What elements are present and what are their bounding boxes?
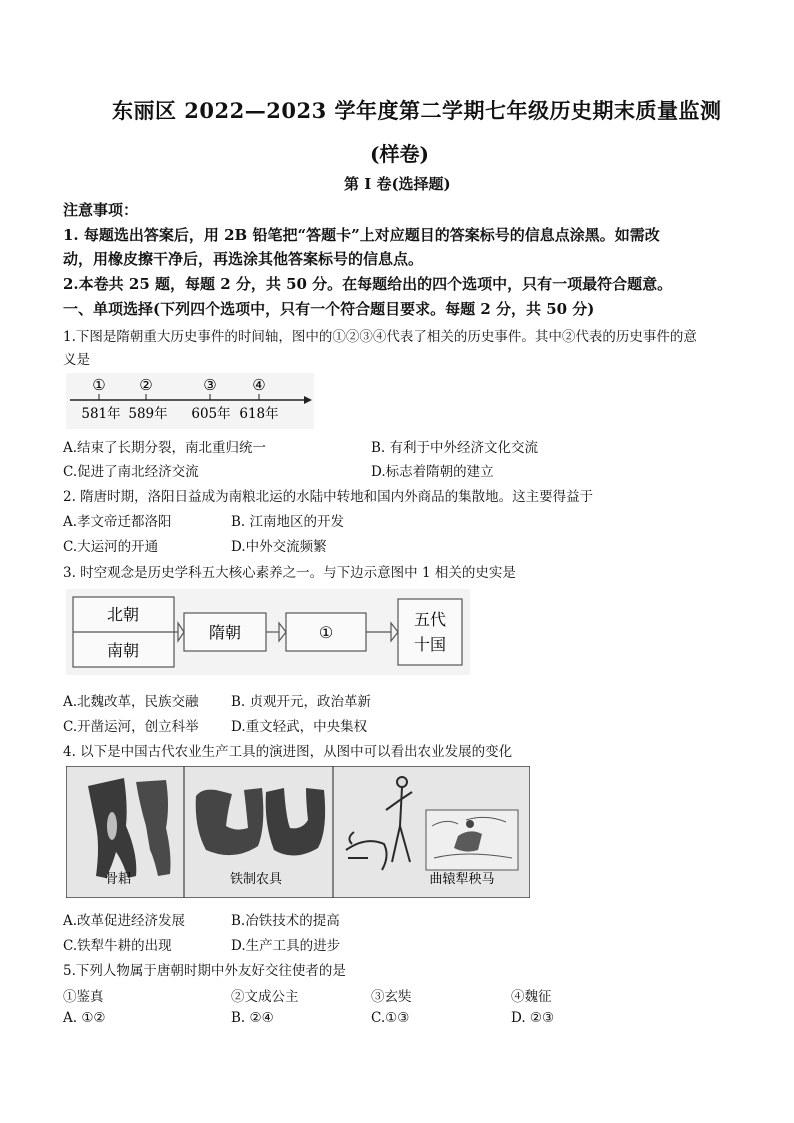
north-dynasty-label: 北朝 <box>106 605 140 624</box>
q1-option-d: D.标志着隋朝的建立 <box>371 464 494 480</box>
q3-stem: 3. 时空观念是历史学科五大核心素养之一。与下边示意图中 1 相关的史实是 <box>63 565 516 581</box>
notes-heading: 注意事项： <box>63 201 139 219</box>
q3-option-b: B. 贞观开元，政治革新 <box>231 694 372 710</box>
q3-option-c: C.开凿运河，创立科举 <box>63 719 199 735</box>
q3-diagram <box>66 589 470 675</box>
q4-stem: 4. 以下是中国古代农业生产工具的演进图，从图中可以看出农业发展的变化 <box>63 744 513 760</box>
q4-tools-image <box>66 766 530 898</box>
q5-person-1: ①鉴真 <box>63 989 104 1005</box>
q5-option-d: D. ②③ <box>511 1010 555 1026</box>
q1-stem-b: 义是 <box>63 352 90 368</box>
notes-line1a: 1. 每题选出答案后，用 2B 铅笔把“答题卡”上对应题目的答案标号的信息点涂黑。如需改 <box>63 226 660 244</box>
q4-caption-iron: 铁制农具 <box>229 872 283 887</box>
q4-caption-bone: 骨耜 <box>104 872 132 887</box>
q3-option-d: D.重文轻武，中央集权 <box>231 719 368 735</box>
q2-option-a: A.孝文帝迁都洛阳 <box>63 514 172 530</box>
q2-option-d: D.中外交流频繁 <box>231 539 327 555</box>
q5-option-a: A. ①② <box>63 1010 106 1026</box>
timeline-mark-3: ③ <box>203 376 217 394</box>
rice-transplanter-icon <box>426 810 518 870</box>
q1-stem-a: 1.下图是隋朝重大历史事件的时间轴，图中的①②③④代表了相关的历史事件。其中②代表的历史事件的意 <box>63 329 697 345</box>
timeline-year-3: 605年 <box>191 406 231 422</box>
blank-label: ① <box>318 623 334 642</box>
q4-option-b: B.冶铁技术的提高 <box>231 913 340 929</box>
timeline-year-4: 618年 <box>239 406 279 422</box>
q2-stem: 2. 隋唐时期，洛阳日益成为南粮北运的水陆中转地和国内外商品的集散地。这主要得益于 <box>63 489 594 505</box>
timeline-mark-1: ① <box>92 376 106 394</box>
q5-person-4: ④魏征 <box>511 989 552 1005</box>
q5-person-3: ③玄奘 <box>371 989 412 1005</box>
q5-person-2: ②文成公主 <box>231 989 299 1005</box>
q5-option-b: B. ②④ <box>231 1010 274 1026</box>
q4-option-c: C.铁犁牛耕的出现 <box>63 938 172 954</box>
five-dynasties-box <box>398 599 462 665</box>
q5-option-c: C.①③ <box>371 1010 410 1026</box>
timeline-mark-4: ④ <box>252 376 266 394</box>
q1-option-a: A.结束了长期分裂，南北重归统一 <box>63 440 267 456</box>
q4-caption-plough: 曲辕犁秧马 <box>429 872 495 887</box>
timeline-year-1: 581年 <box>81 406 121 422</box>
volume-heading: 第 I 卷(选择题) <box>344 175 451 193</box>
section-heading: 一、单项选择(下列四个选项中，只有一个符合题目要求。每题 2 分，共 50 分) <box>63 300 595 318</box>
notes-line2: 2.本卷共 25 题，每题 2 分，共 50 分。在每题给出的四个选项中，只有一项最符合题意。 <box>63 275 673 293</box>
timeline-year-2: 589年 <box>128 406 168 422</box>
q2-option-c: C.大运河的开通 <box>63 539 159 555</box>
timeline-mark-2: ② <box>139 376 153 394</box>
q1-option-c: C.促进了南北经济交流 <box>63 464 199 480</box>
q2-option-b: B. 江南地区的开发 <box>231 514 345 530</box>
q1-option-b: B. 有利于中外经济文化交流 <box>371 440 539 456</box>
ten-kingdoms-label: 十国 <box>413 635 447 654</box>
exam-subtitle: (样卷) <box>370 142 429 166</box>
q1-timeline <box>66 373 314 429</box>
sui-label: 隋朝 <box>208 623 242 642</box>
exam-title: 东丽区 2022—2023 学年度第二学期七年级历史期末质量监测 <box>112 98 722 123</box>
five-dynasties-label: 五代 <box>413 610 447 629</box>
q4-option-a: A.改革促进经济发展 <box>63 913 186 929</box>
q5-stem: 5.下列人物属于唐朝时期中外友好交往使者的是 <box>63 963 346 979</box>
q3-option-a: A.北魏改革，民族交融 <box>63 694 199 710</box>
q4-option-d: D.生产工具的进步 <box>231 938 341 954</box>
south-dynasty-label: 南朝 <box>106 641 140 660</box>
notes-line1b: 动，用橡皮擦干净后，再选涂其他答案标号的信息点。 <box>63 250 424 268</box>
